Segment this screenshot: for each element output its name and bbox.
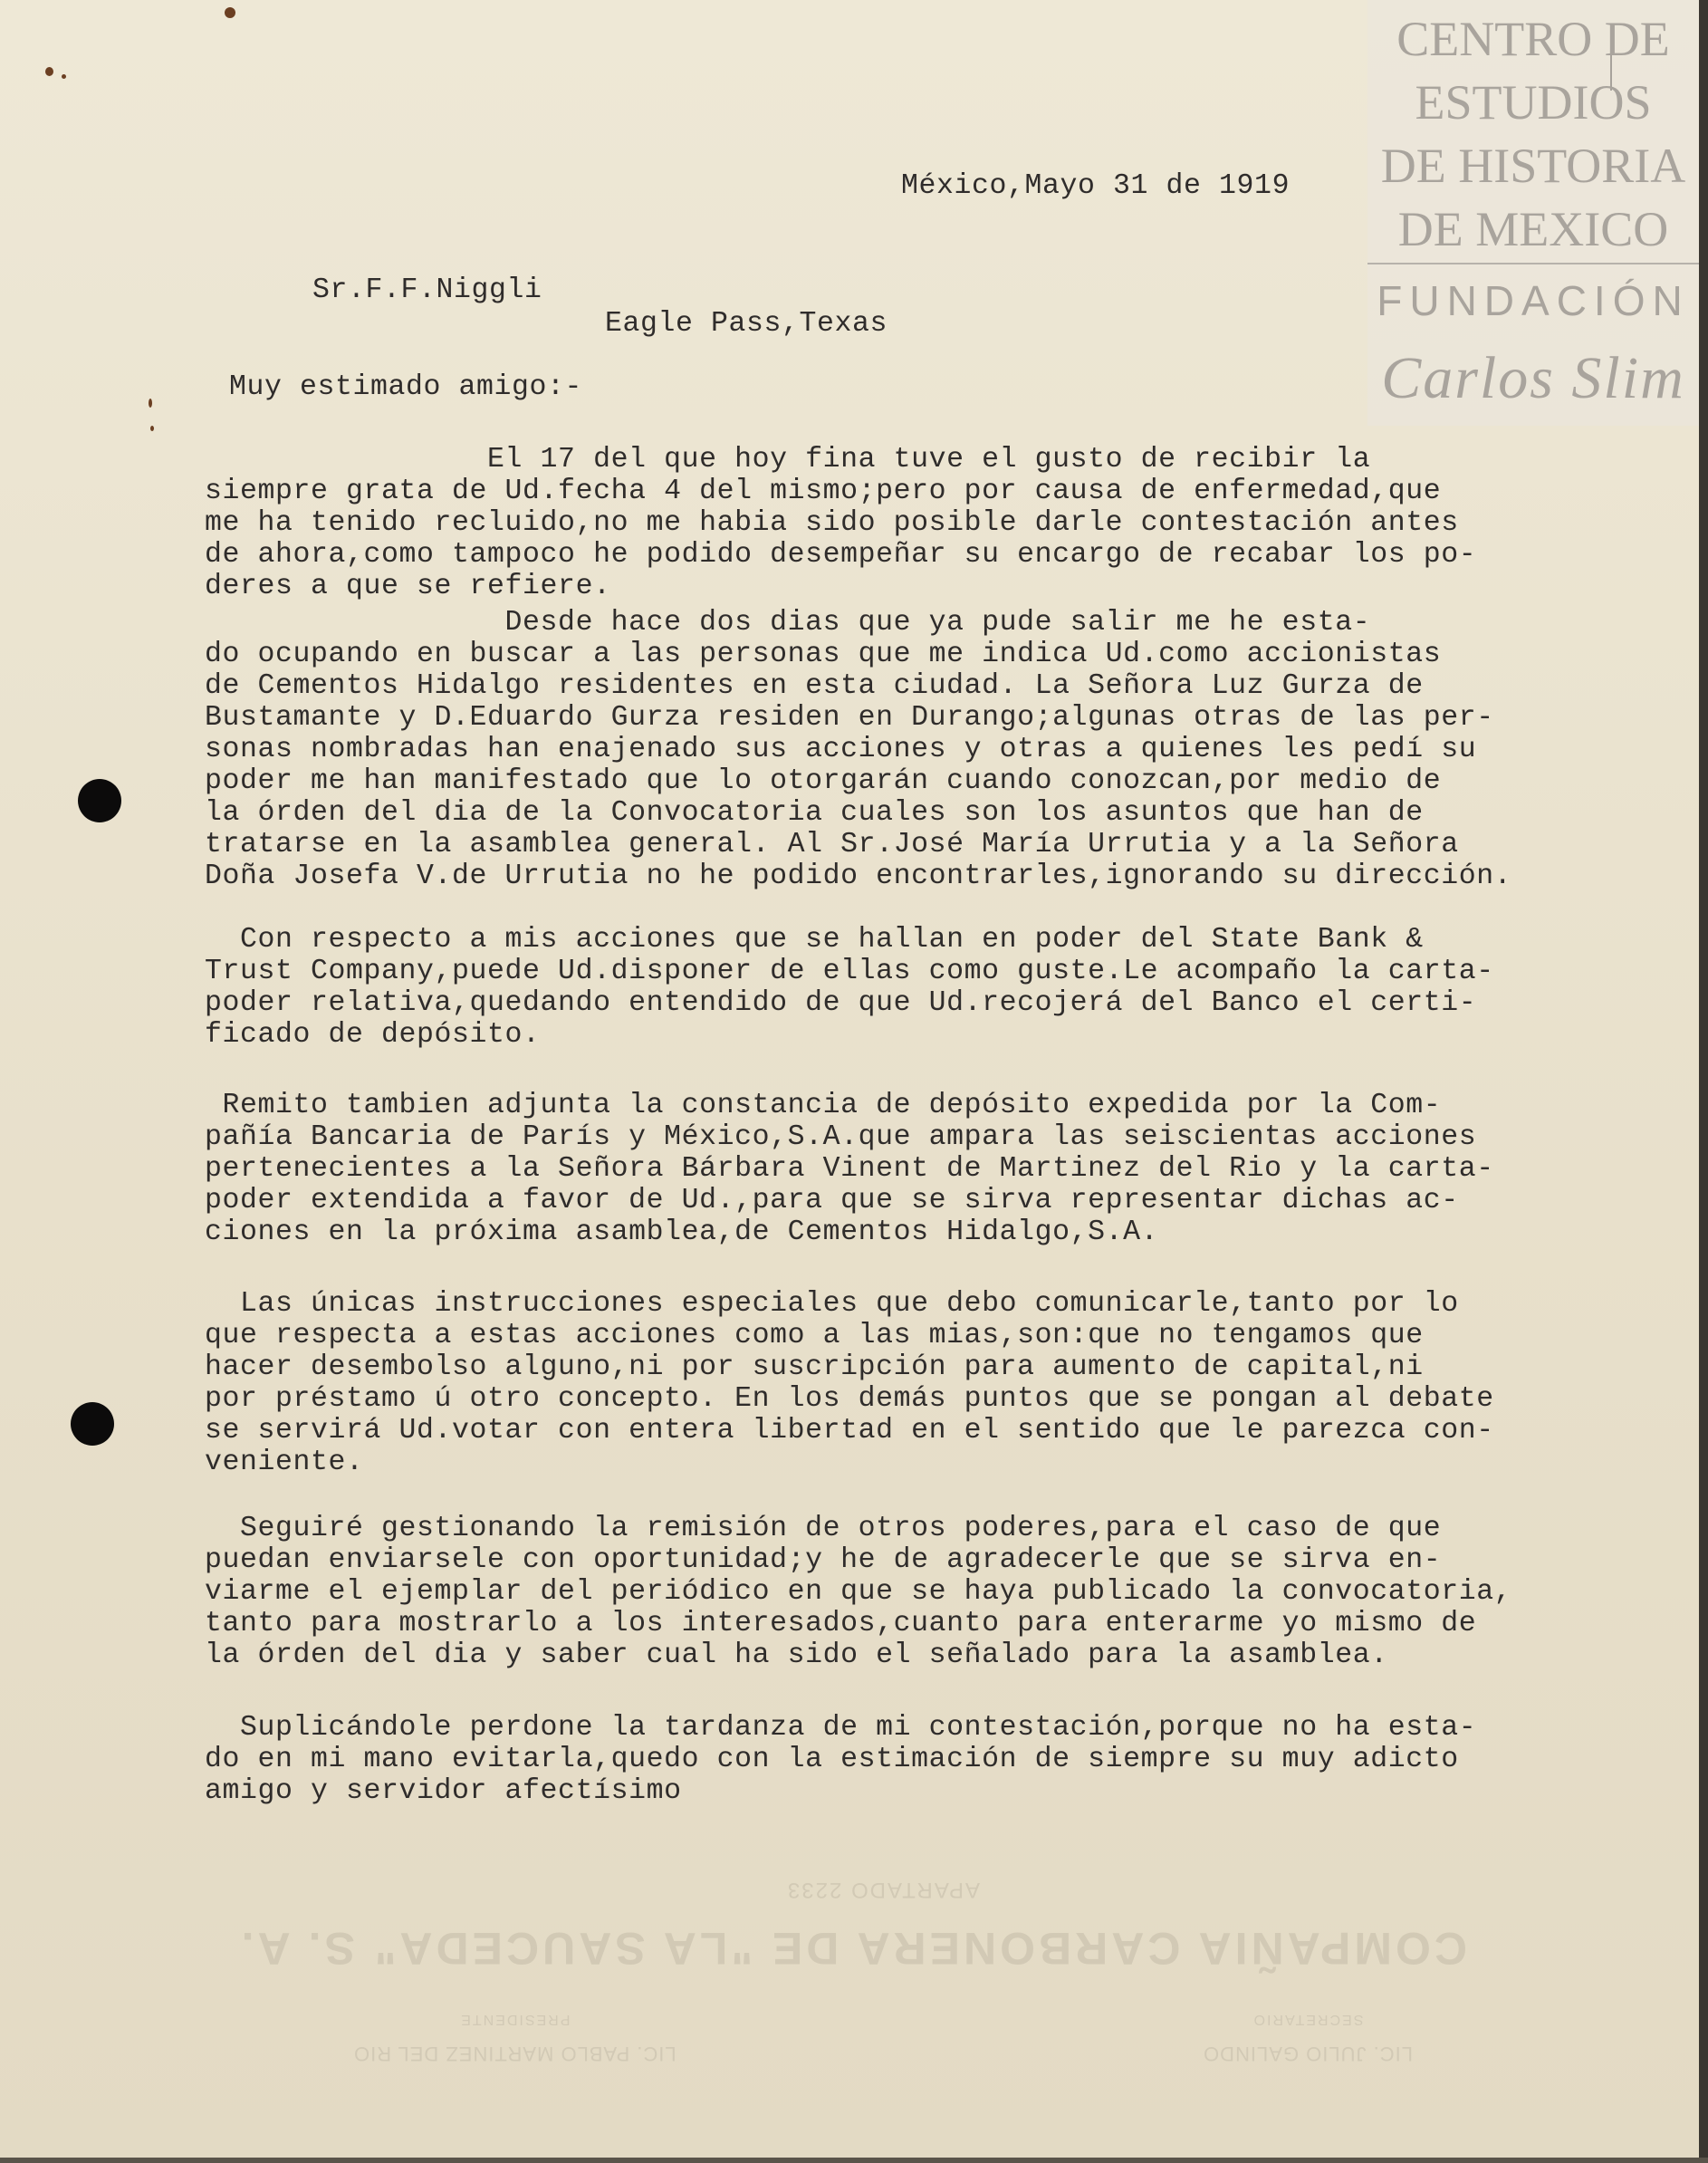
president-role: PRESIDENTE bbox=[459, 2012, 571, 2027]
rust-spot bbox=[62, 74, 66, 79]
rust-spot bbox=[225, 7, 235, 18]
letterhead-po-box: APARTADO 2233 bbox=[785, 1878, 981, 1902]
addressee-name: Sr.F.F.Niggli bbox=[312, 274, 542, 306]
letter-paragraph: Las únicas instrucciones especiales que debo comunicarle,tanto por lo que respecta a estas acciones como a las mias,son:que no tengamos que hacer desembolso alguno,ni por suscripción para aumento de capital,ni por préstamo ú otro concepto. En los demás puntos que se pongan al debate se servirá Ud.votar con entera libertad en el sentido que le parezca con- veniente. bbox=[205, 1288, 1494, 1478]
letter-paragraph: Remito tambien adjunta la constancia de depósito expedida por la Com- pañía Bancaria de París y México,S.A.que ampara las seiscientas acciones pertenecientes a la Señora Bárbara Vinent de Martinez del Rio y la carta- poder extendida a favor de Ud.,para que se sirva representar dichas ac- ciones en la próxima asamblea,de Cementos Hidalgo,S.A. bbox=[205, 1090, 1494, 1248]
watermark-foundation: FUNDACIÓN bbox=[1377, 277, 1690, 324]
salutation: Muy estimado amigo:- bbox=[229, 371, 583, 403]
letter-paragraph: Seguiré gestionando la remisión de otros poderes,para el caso de que puedan enviarsele con oportunidad;y he de agradecerle que se sirva en- viarme el ejemplar del periódico en que se haya publicado la convocatoria, tanto para mostrarlo a los interesados,cuanto para enterarme yo mismo de la órden del dia y saber cual ha sido el señalado para la asamblea. bbox=[205, 1513, 1512, 1671]
scan-border-bottom bbox=[0, 2158, 1708, 2163]
watermark-institution: CENTRO DE ESTUDIOS DE HISTORIA DE MEXICO bbox=[1380, 12, 1686, 256]
punch-hole bbox=[78, 779, 121, 822]
letter-date: México,Mayo 31 de 1919 bbox=[901, 170, 1291, 202]
watermark-divider bbox=[1367, 263, 1699, 264]
letter-paragraph: El 17 del que hoy fina tuve el gusto de recibir la siempre grata de Ud.fecha 4 del mismo;pero por causa de enfermedad,que me ha tenido recluido,no me habia sido posible darle contestación antes de ahora,como tampoco he podido desempeñar su encargo de recabar los po- deres a que se refiere. bbox=[205, 444, 1477, 602]
rust-spot bbox=[45, 67, 53, 76]
archive-watermark bbox=[1367, 0, 1699, 426]
secretary-role: SECRETARIO bbox=[1252, 2012, 1364, 2027]
letter-paragraph: Desde hace dos dias que ya pude salir me he esta- do ocupando en buscar a las personas que me indica Ud.como accionistas de Cementos Hidalgo residentes en esta ciudad. La Señora Luz Gurza de Bustamante y D.Eduardo Gurza residen en Durango;algunas otras de las per- sonas nombradas han enajenado sus acciones y otras a quienes les pedí su poder me han manifestado que lo otorgarán cuando conozcan,por medio de la órden del dia de la Convocatoria cuales son los asuntos que han de tratarse en la asamblea general. Al Sr.José María Urrutia y a la Señora Doña Josefa V.de Urrutia no he podido encontrarles,ignorando su dirección. bbox=[205, 607, 1512, 892]
rust-spot bbox=[149, 399, 152, 408]
letter-closing: Suplicándole perdone la tardanza de mi contestación,porque no ha esta- do en mi mano evitarla,quedo con la estimación de siempre su muy adicto amigo y servidor afectísimo bbox=[205, 1712, 1477, 1807]
president-name: LIC. PABLO MARTINEZ DEL RIO bbox=[353, 2043, 676, 2065]
scan-border-right bbox=[1699, 0, 1708, 2163]
letterhead-show-through bbox=[237, 1857, 1467, 2092]
watermark-signature: Carlos Slim bbox=[1381, 345, 1685, 411]
punch-hole bbox=[71, 1402, 114, 1446]
letterhead-secretary bbox=[1203, 2011, 1413, 2065]
secretary-name: LIC. JULIO GALINDO bbox=[1203, 2043, 1413, 2065]
rust-spot bbox=[150, 426, 154, 431]
letterhead-company: COMPAÑIA CARBONERA DE "LA SAUCEDA" S. A. bbox=[237, 1923, 1467, 1974]
letterhead-president bbox=[353, 2011, 676, 2065]
addressee-place: Eagle Pass,Texas bbox=[605, 308, 888, 340]
letter-paragraph: Con respecto a mis acciones que se hallan en poder del State Bank & Trust Company,puede Ud.disponer de ellas como guste.Le acompaño la carta- poder relativa,quedando entendido de que Ud.recojerá del Banco el certi- ficado de depósito. bbox=[205, 924, 1494, 1051]
